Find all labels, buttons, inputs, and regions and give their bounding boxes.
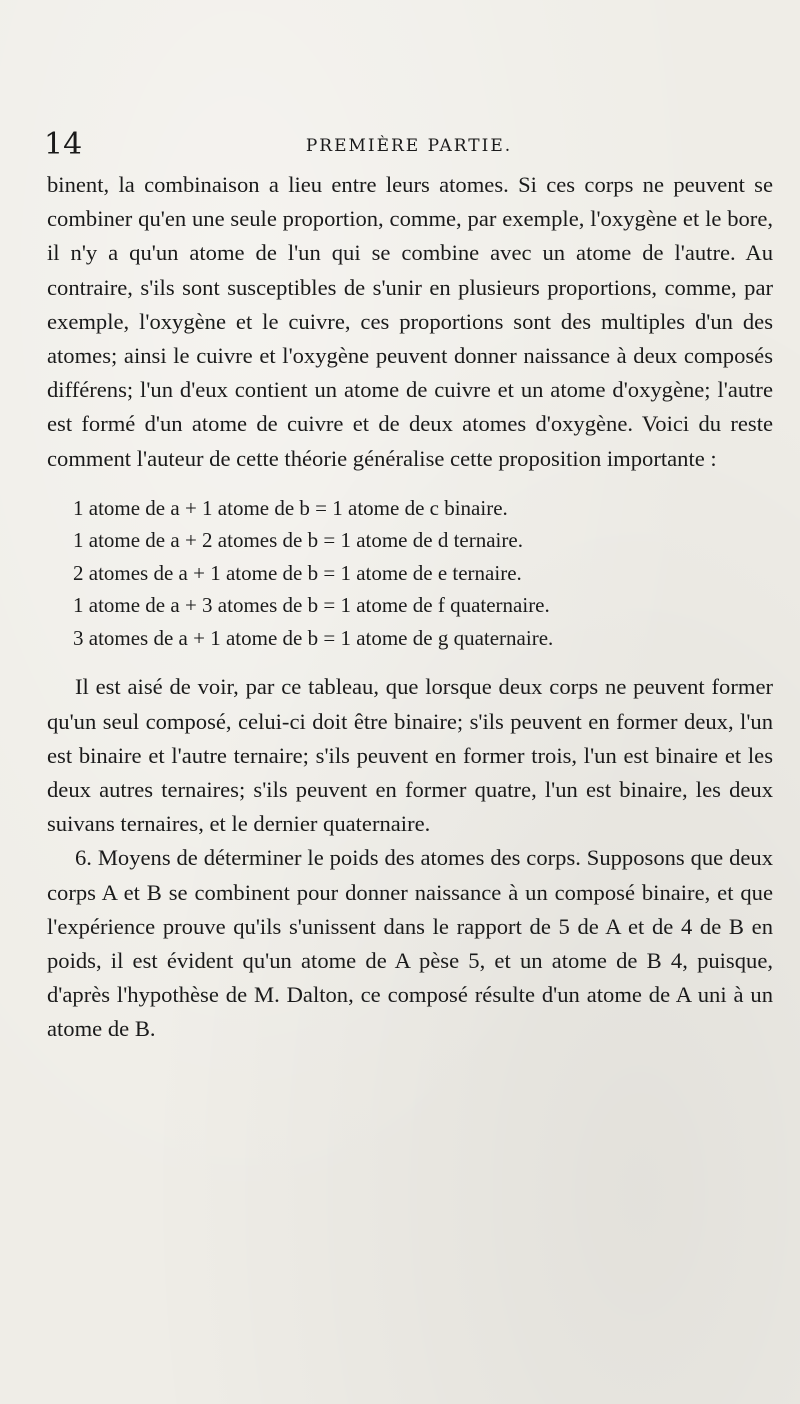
paragraph-conclusion: Il est aisé de voir, par ce tableau, que lorsque deux corps ne peuvent former qu'un seul composé, celui-ci doit être binaire; s'ils peuvent en former deux, l'un est binaire et l'autre ternaire; s'ils peuvent en former trois, l'un est binaire et les deux autres ternaires; s'ils peuvent en former quatre, l'un est binaire, les deux suivans ternaires, et le dernier quaternaire. [47, 674, 773, 837]
table-row: 1 atome de a + 1 atome de b = 1 atome de c binaire. [73, 495, 508, 520]
combination-table [73, 492, 773, 655]
paragraph-section-6: 6. Moyens de déterminer le poids des atomes des corps. Supposons que deux corps A et B se combinent pour donner naissance à un composé binaire, et que l'expérience prouve qu'ils s'unissent dans le rapport de 5 de A et de 4 de B en poids, il est évident qu'un atome de A pèse 5, et un atome de B 4, puisque, d'après l'hypothèse de M. Dalton, ce composé résulte d'un atome de A uni à un atome de B. [47, 845, 773, 1042]
paragraph-intro: binent, la combinaison a lieu entre leurs atomes. Si ces corps ne peuvent se combiner qu'en une seule proportion, comme, par exemple, l'oxygène et le bore, il n'y a qu'un atome de l'un qui se combine avec un atome de l'autre. Au contraire, s'ils sont susceptibles de s'unir en plusieurs proportions, comme, par exemple, l'oxygène et le cuivre, ces proportions sont des multiples d'un des atomes; ainsi le cuivre et l'oxygène peuvent donner naissance à deux composés différens; l'un d'eux contient un atome de cuivre et un atome d'oxygène; l'autre est formé d'un atome de cuivre et de deux atomes d'oxygène. Voici du reste comment l'auteur de cette théorie généralise cette proposition importante : [47, 172, 773, 471]
table-row: 2 atomes de a + 1 atome de b = 1 atome de e ternaire. [73, 560, 522, 585]
table-row: 1 atome de a + 3 atomes de b = 1 atome de f quaternaire. [73, 593, 550, 618]
page-number: 14 [44, 127, 83, 162]
running-head [44, 128, 774, 162]
running-title: PREMIÈRE PARTIE. [305, 136, 513, 156]
table-row: 1 atome de a + 2 atomes de b = 1 atome de d ternaire. [73, 528, 523, 553]
table-row: 3 atomes de a + 1 atome de b = 1 atome de g quaternaire. [73, 625, 554, 650]
body-text [47, 168, 773, 1047]
